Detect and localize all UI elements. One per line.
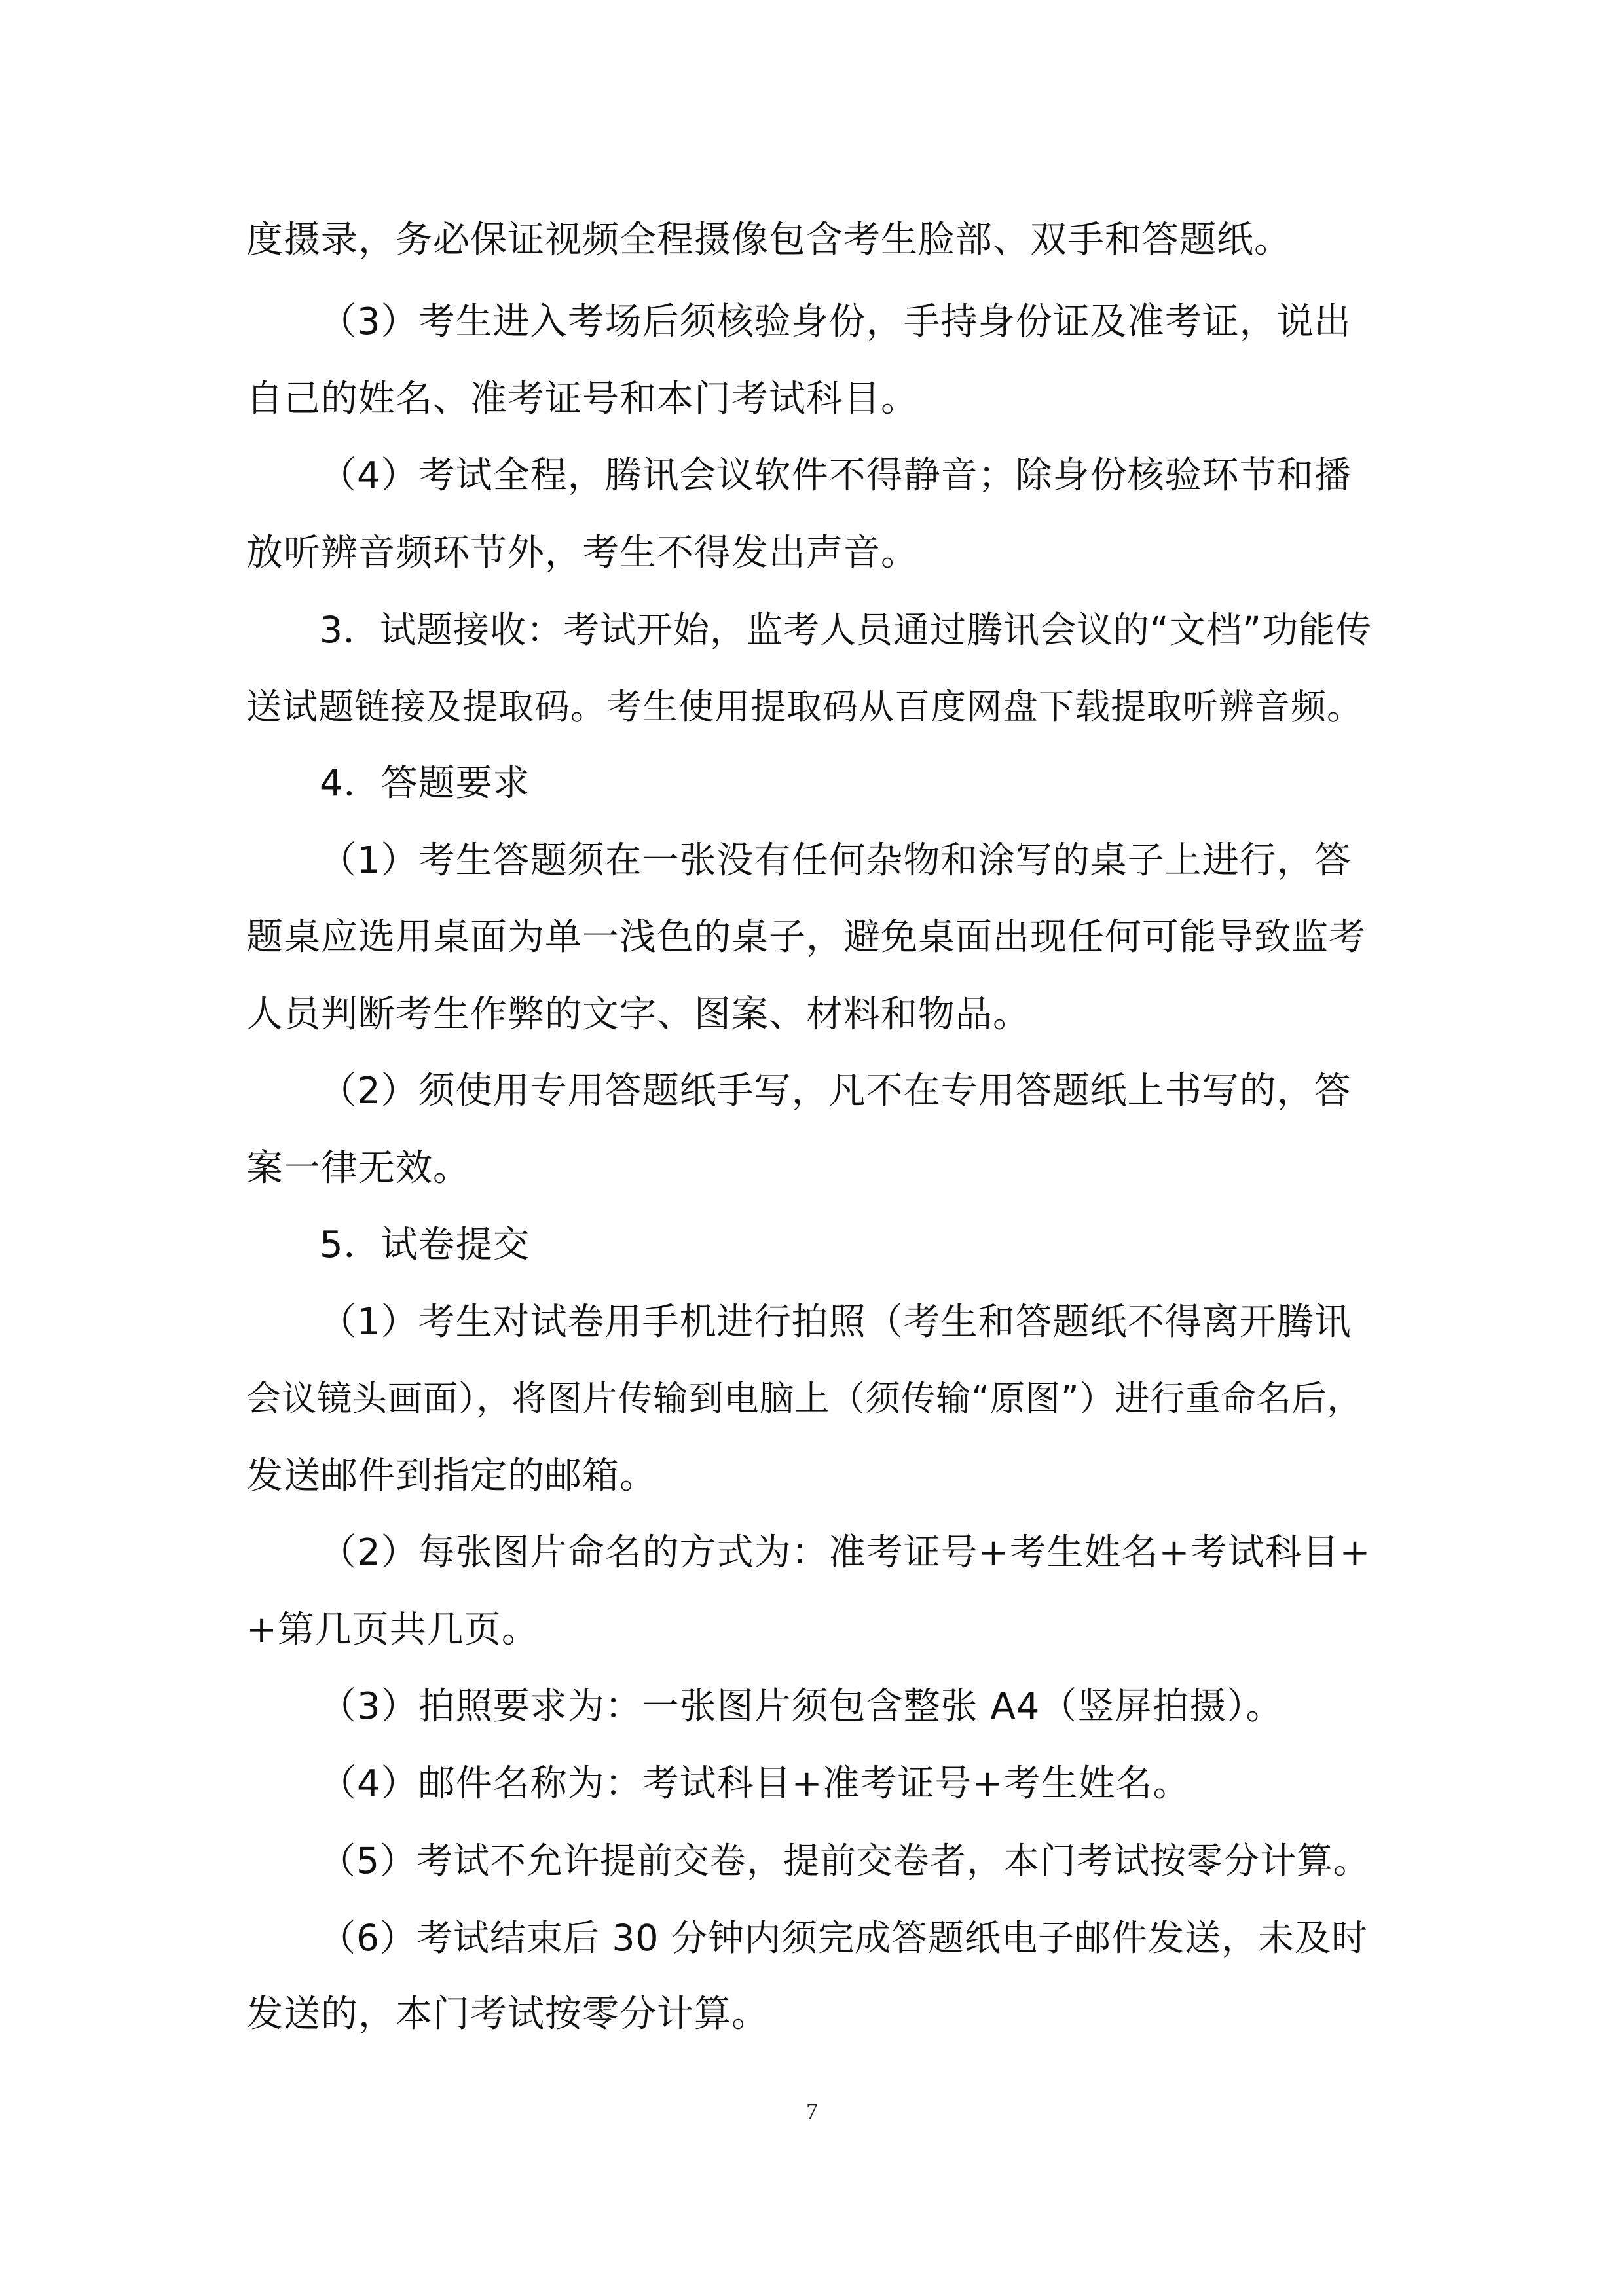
text-line-11: 人员判断考生作弊的文字、图案、材料和物品。 <box>246 993 1030 1036</box>
text-line-21: （4）邮件名称为：考试科目+准考证号+考生姓名。 <box>320 1762 1190 1805</box>
page-number: 7 <box>806 2098 818 2124</box>
text-line-22: （5）考试不允许提前交卷，提前交卷者，本门考试按零分计算。 <box>320 1840 1370 1882</box>
text-line-4: （4）考试全程，腾讯会议软件不得静音；除身份核验环节和播 <box>320 454 1352 497</box>
text-line-14: 5．试卷提交 <box>320 1224 530 1266</box>
text-line-2: （3）考生进入考场后须核验身份，手持身份证及准考证，说出 <box>320 301 1352 343</box>
text-line-15: （1）考生对试卷用手机进行拍照（考生和答题纸不得离开腾讯 <box>320 1301 1352 1343</box>
text-line-9: （1）考生答题须在一张没有任何杂物和涂写的桌子上进行，答 <box>320 839 1352 882</box>
text-line-10: 题桌应选用桌面为单一浅色的桌子，避免桌面出现任何可能导致监考 <box>246 916 1366 958</box>
text-line-24: 发送的，本门考试按零分计算。 <box>246 1993 769 2035</box>
text-line-19: +第几页共几页。 <box>246 1609 539 1651</box>
text-line-17: 发送邮件到指定的邮箱。 <box>246 1455 657 1497</box>
text-line-12: （2）须使用专用答题纸手写，凡不在专用答题纸上书写的，答 <box>320 1070 1352 1112</box>
text-line-6: 3．试题接收：考试开始，监考人员通过腾讯会议的“文档”功能传 <box>320 609 1372 651</box>
text-line-13: 案一律无效。 <box>246 1147 470 1190</box>
text-line-16: 会议镜头画面），将图片传输到电脑上（须传输“原图”）进行重命名后， <box>246 1379 1363 1419</box>
text-line-20: （3）拍照要求为：一张图片须包含整张 A4（竖屏拍摄）。 <box>320 1685 1283 1728</box>
text-line-8: 4．答题要求 <box>320 762 530 805</box>
text-line-5: 放听辨音频环节外，考生不得发出声音。 <box>246 532 918 574</box>
text-line-1: 度摄录，务必保证视频全程摄像包含考生脸部、双手和答题纸。 <box>246 219 1291 261</box>
text-line-23: （6）考试结束后 30 分钟内须完成答题纸电子邮件发送，未及时 <box>320 1917 1368 1959</box>
text-line-3: 自己的姓名、准考证号和本门考试科目。 <box>246 378 918 420</box>
text-line-18: （2）每张图片命名的方式为：准考证号+考生姓名+考试科目+ <box>320 1531 1371 1574</box>
text-line-7: 送试题链接及提取码。考生使用提取码从百度网盘下载提取听辨音频。 <box>246 686 1363 727</box>
